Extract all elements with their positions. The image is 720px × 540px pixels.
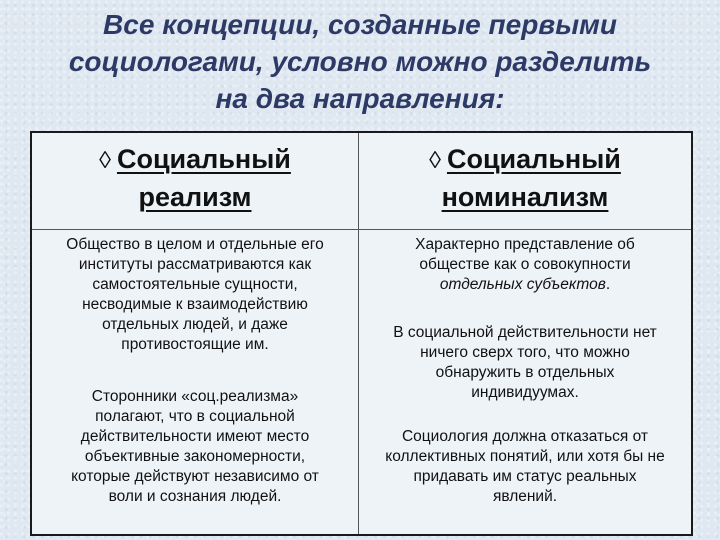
text-line: институты рассматриваются как [78,256,312,273]
paragraph [363,427,687,507]
text-line: самостоятельные сущности, [92,276,298,293]
text-line: Социология должна отказаться от [401,428,649,445]
italic-text: отдельных субъектов [439,276,606,293]
diamond-bullet-icon: ◊ [99,147,111,174]
paragraph [38,235,352,355]
period-text: . [605,276,611,293]
text-line: объективные закономерности, [84,448,306,465]
cell-social-nominalism [359,229,691,507]
title-line: на два направления: [215,83,505,114]
text-line: обществе как о совокупности [419,256,631,273]
heading-text: номинализм [441,182,609,212]
text-line: полагают, что в социальной [95,408,295,425]
cell-social-realism [32,229,358,507]
paragraph [363,235,687,295]
text-line: придавать им статус реальных [413,468,637,485]
paragraph [363,323,687,403]
slide-title [20,6,700,117]
text-line: Характерно представление об [415,236,635,253]
title-line: Все концепции, созданные первыми [103,9,617,40]
text-line: индивидуумах. [471,384,579,401]
text-line: явлений. [492,488,558,505]
text-line: несводимые к взаимодействию [82,296,308,313]
text-line: Сторонники «соц.реализма» [91,388,299,405]
title-line: социологами, условно можно разделить [68,46,652,77]
comparison-table [30,131,693,536]
heading-text: реализм [138,182,252,212]
text-line: которые действуют независимо от [71,468,319,485]
header-social-nominalism [359,141,691,215]
text-line [363,275,687,295]
text-line: воли и сознания людей. [108,488,282,505]
heading-text: Социальный [116,144,291,174]
header-social-realism [32,141,358,215]
text-line: коллективных понятий, или хотя бы не [385,448,665,465]
text-line: обнаружить в отдельных [435,364,615,381]
table-header-row [32,133,691,230]
paragraph [38,387,352,507]
text-line: противостоящие им. [121,336,269,353]
text-line: В социальной действительности нет [393,324,657,341]
text-line: Общество в целом и отдельные его [66,236,324,253]
text-line: ничего сверх того, что можно [420,344,630,361]
heading-text: Социальный [446,144,621,174]
text-line: действительности имеют место [80,428,310,445]
text-line: отдельных людей, и даже [102,316,288,333]
diamond-bullet-icon: ◊ [429,147,441,174]
